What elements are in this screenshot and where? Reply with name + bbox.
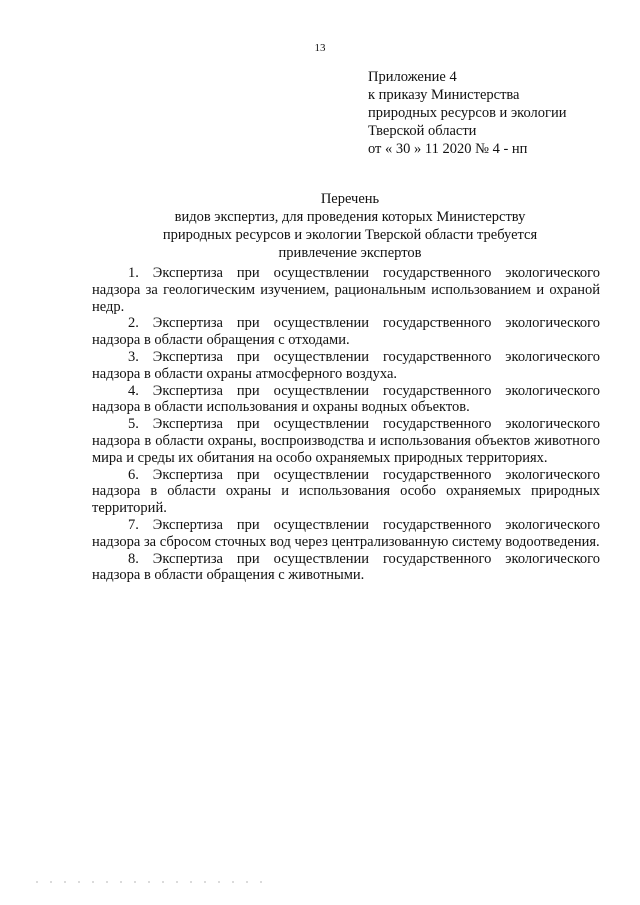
expertise-list xyxy=(92,265,600,584)
appendix-line: Приложение 4 xyxy=(368,69,457,85)
appendix-line: к приказу Министерства xyxy=(368,87,520,103)
order-date-line: от « 30 » 11 2020 № 4 - нп xyxy=(368,141,528,157)
appendix-line: природных ресурсов и экологии xyxy=(368,105,567,121)
title-line: Перечень xyxy=(320,191,380,207)
list-item: 5. Экспертиза при осуществлении государственного экологического надзора в области охраны, воспроизводства и использования объектов животного мира и среды их обитания на особо охраняемых природных территориях. xyxy=(92,416,600,466)
title-line: природных ресурсов и экологии Тверской области требуется xyxy=(162,227,538,243)
document-title xyxy=(90,190,610,262)
scan-noise xyxy=(30,880,270,884)
list-item: 1. Экспертиза при осуществлении государственного экологического надзора за геологическим изучением, рациональным использованием и охраной недр. xyxy=(92,265,600,315)
title-line: видов экспертиз, для проведения которых Министерству xyxy=(174,209,526,225)
page-number: 13 xyxy=(314,42,326,54)
list-item: 3. Экспертиза при осуществлении государственного экологического надзора в области охраны атмосферного воздуха. xyxy=(92,348,600,382)
list-item: 2. Экспертиза при осуществлении государственного экологического надзора в области обращения с отходами. xyxy=(92,315,600,349)
appendix-line: Тверской области xyxy=(368,123,477,139)
list-item: 4. Экспертиза при осуществлении государственного экологического надзора в области использования и охраны водных объектов. xyxy=(92,382,600,416)
title-line: привлечение экспертов xyxy=(278,245,422,261)
list-item: 7. Экспертиза при осуществлении государственного экологического надзора за сбросом сточных вод через централизованную систему водоотведения. xyxy=(92,516,600,550)
list-item: 6. Экспертиза при осуществлении государственного экологического надзора в области охраны и использования особо охраняемых природных территорий. xyxy=(92,466,600,517)
list-item: 8. Экспертиза при осуществлении государственного экологического надзора в области обращения с животными. xyxy=(92,550,600,584)
appendix-header xyxy=(368,68,618,158)
